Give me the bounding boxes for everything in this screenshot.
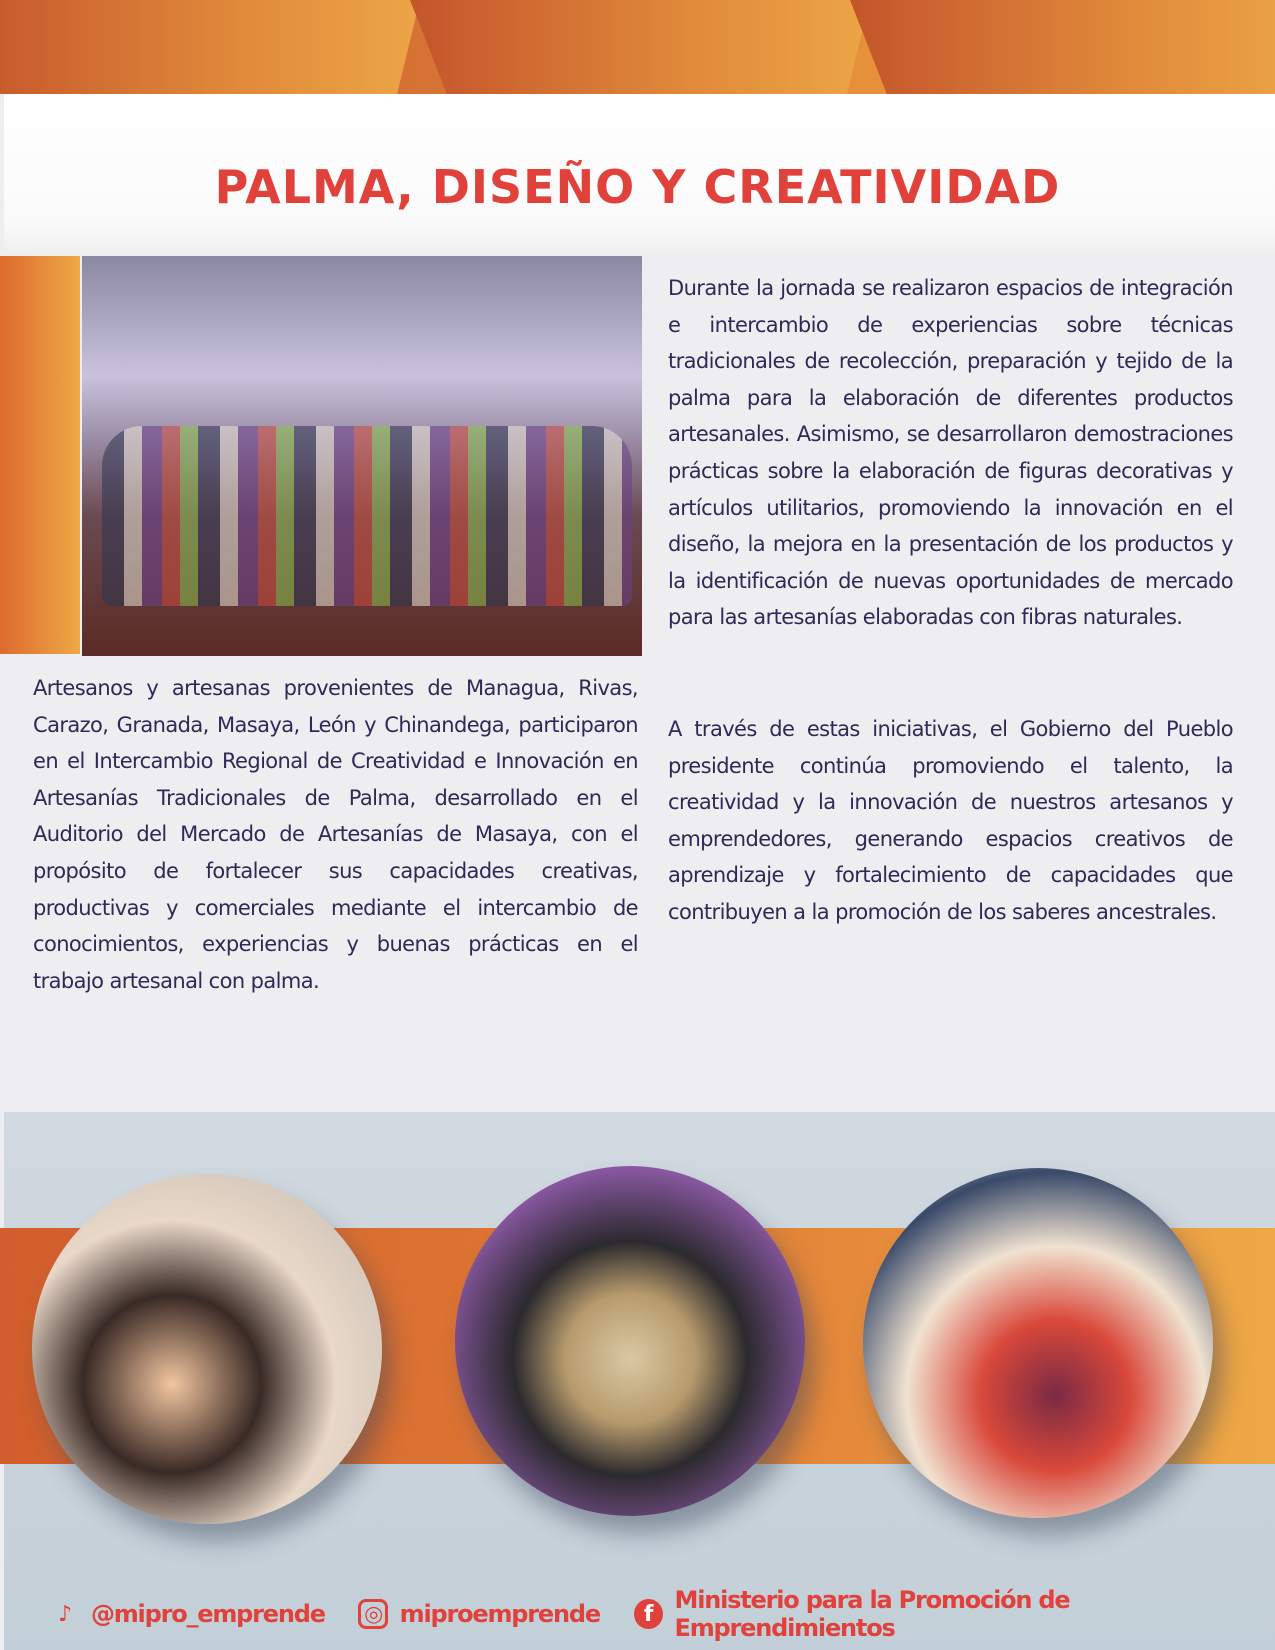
banner-shape xyxy=(850,0,1275,94)
instagram-icon: ◎ xyxy=(358,1599,387,1629)
instagram-handle[interactable]: miproemprende xyxy=(399,1600,600,1628)
circle-photo-artisan xyxy=(455,1166,805,1516)
circle-photo-audience xyxy=(32,1174,382,1524)
social-footer xyxy=(50,1586,1275,1642)
circle-photo-workshop xyxy=(863,1168,1213,1518)
tiktok-handle[interactable]: @mipro_emprende xyxy=(90,1600,325,1628)
header-banner xyxy=(0,0,1275,94)
group-photo xyxy=(82,256,642,656)
right-paragraph-1: Durante la jornada se realizaron espacios de integración e intercambio de experiencias sobre técnicas tradicionales de recolección, preparación y tejido de la palma para la elaboración de diferentes productos artesanales. Asimismo, se desarrollaron demostraciones prácticas sobre la elaboración de figuras decorativas y artículos utilitarios, promoviendo la innovación en el diseño, la mejora en la presentación de los productos y la identificación de nuevas oportunidades de mercado para las artesanías elaboradas con fibras naturales. xyxy=(668,276,1233,630)
decorative-bar xyxy=(0,256,80,654)
banner-shape xyxy=(0,0,420,94)
facebook-page[interactable]: Ministerio para la Promoción de Emprendimientos xyxy=(674,1586,1070,1642)
page-title: PALMA, DISEÑO Y CREATIVIDAD xyxy=(214,160,1061,214)
left-paragraph: Artesanos y artesanas provenientes de Managua, Rivas, Carazo, Granada, Masaya, León y Chinandega, participaron en el Intercambio Regional de Creatividad e Innovación en Artesanías Tradicionales de Palma, desarrollado en el Auditorio del Mercado de Artesanías de Masaya, con el propósito de fortalecer sus capacidades creativas, productivas y comerciales mediante el intercambio de conocimientos, experiencias y buenas prácticas en el trabajo artesanal con palma. xyxy=(33,676,638,993)
banner-shape xyxy=(410,0,870,94)
right-paragraph-2: A través de estas iniciativas, el Gobierno del Pueblo presidente continúa promoviendo el talento, la creatividad y la innovación de nuestros artesanos y emprendedores, generando espacios creativos de aprendizaje y fortalecimiento de capacidades que contribuyen a la promoción de los saberes ancestrales. xyxy=(668,717,1233,924)
facebook-icon: f xyxy=(634,1599,663,1629)
tiktok-icon: ♪ xyxy=(58,1601,71,1627)
